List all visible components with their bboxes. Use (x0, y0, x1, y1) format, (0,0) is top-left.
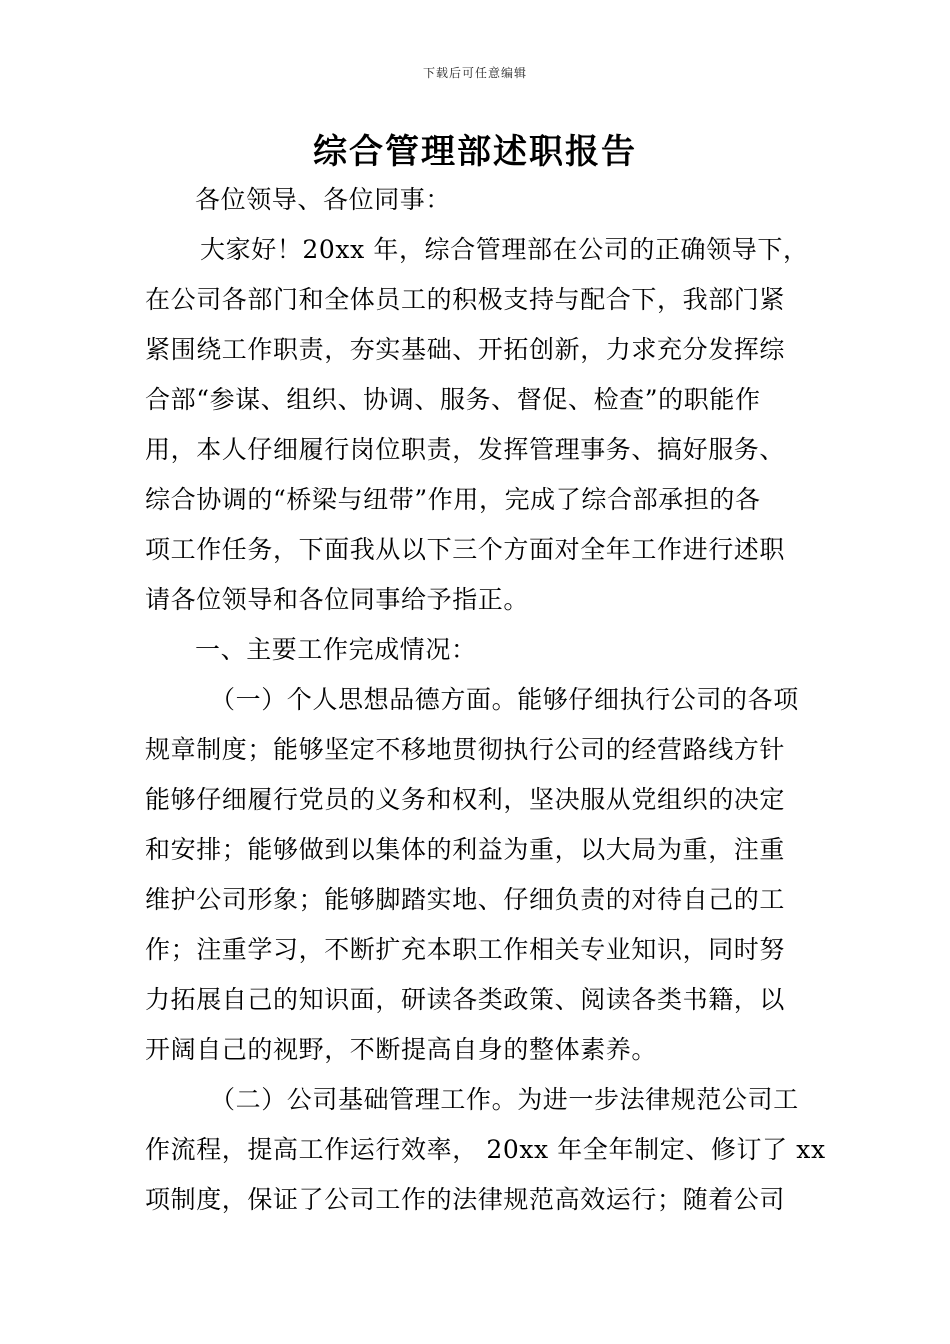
header-note: 下载后可任意编辑 (422, 66, 527, 80)
paragraph-line: 项制度，保证了公司工作的法律规范高效运行；随着公司 (145, 1185, 786, 1214)
document-title: 综合管理部述职报告 (313, 132, 637, 172)
paragraph-line: 能够仔细履行党员的义务和权利，坚决服从党组织的决定 (145, 785, 786, 814)
paragraph-line: 力拓展自己的知识面，研读各类政策、阅读各类书籍，以 (145, 985, 786, 1014)
paragraph-line: 开阔自己的视野，不断提高自身的整体素养。 (145, 1035, 658, 1064)
section-heading: 一、主要工作完成情况： (195, 635, 477, 664)
paragraph-line: 合部“参谋、组织、协调、服务、督促、检查”的职能作 (145, 385, 761, 414)
paragraph-line: 请各位领导和各位同事给予指正。 (145, 585, 530, 614)
salutation-line: 各位领导、各位同事： (195, 185, 452, 214)
paragraph-line: 紧围绕工作职责，夯实基础、开拓创新，力求充分发挥综 (145, 335, 786, 364)
paragraph-line: 维护公司形象；能够脚踏实地、仔细负责的对待自己的工 (145, 885, 786, 914)
paragraph-line: 用，本人仔细履行岗位职责，发挥管理事务、搞好服务、 (145, 435, 786, 464)
paragraph-line: 在公司各部门和全体员工的积极支持与配合下，我部门紧 (145, 285, 786, 314)
paragraph-line: （一）个人思想品德方面。能够仔细执行公司的各项 (210, 685, 799, 714)
paragraph-line: 作流程，提高工作运行效率， 20xx 年全年制定、修订了 xx (145, 1135, 826, 1164)
paragraph-line: 和安排；能够做到以集体的利益为重，以大局为重，注重 (145, 835, 786, 864)
paragraph-line: 综合协调的“桥梁与纽带”作用，完成了综合部承担的各 (145, 485, 761, 514)
paragraph-line: 规章制度；能够坚定不移地贯彻执行公司的经营路线方针 (145, 735, 786, 764)
paragraph-line: （二）公司基础管理工作。为进一步法律规范公司工 (210, 1085, 799, 1114)
paragraph-line: 作；注重学习，不断扩充本职工作相关专业知识，同时努 (145, 935, 786, 964)
paragraph-line: 项工作任务，下面我从以下三个方面对全年工作进行述职 (145, 535, 786, 564)
paragraph-line: 大家好！20xx 年，综合管理部在公司的正确领导下， (200, 235, 809, 264)
